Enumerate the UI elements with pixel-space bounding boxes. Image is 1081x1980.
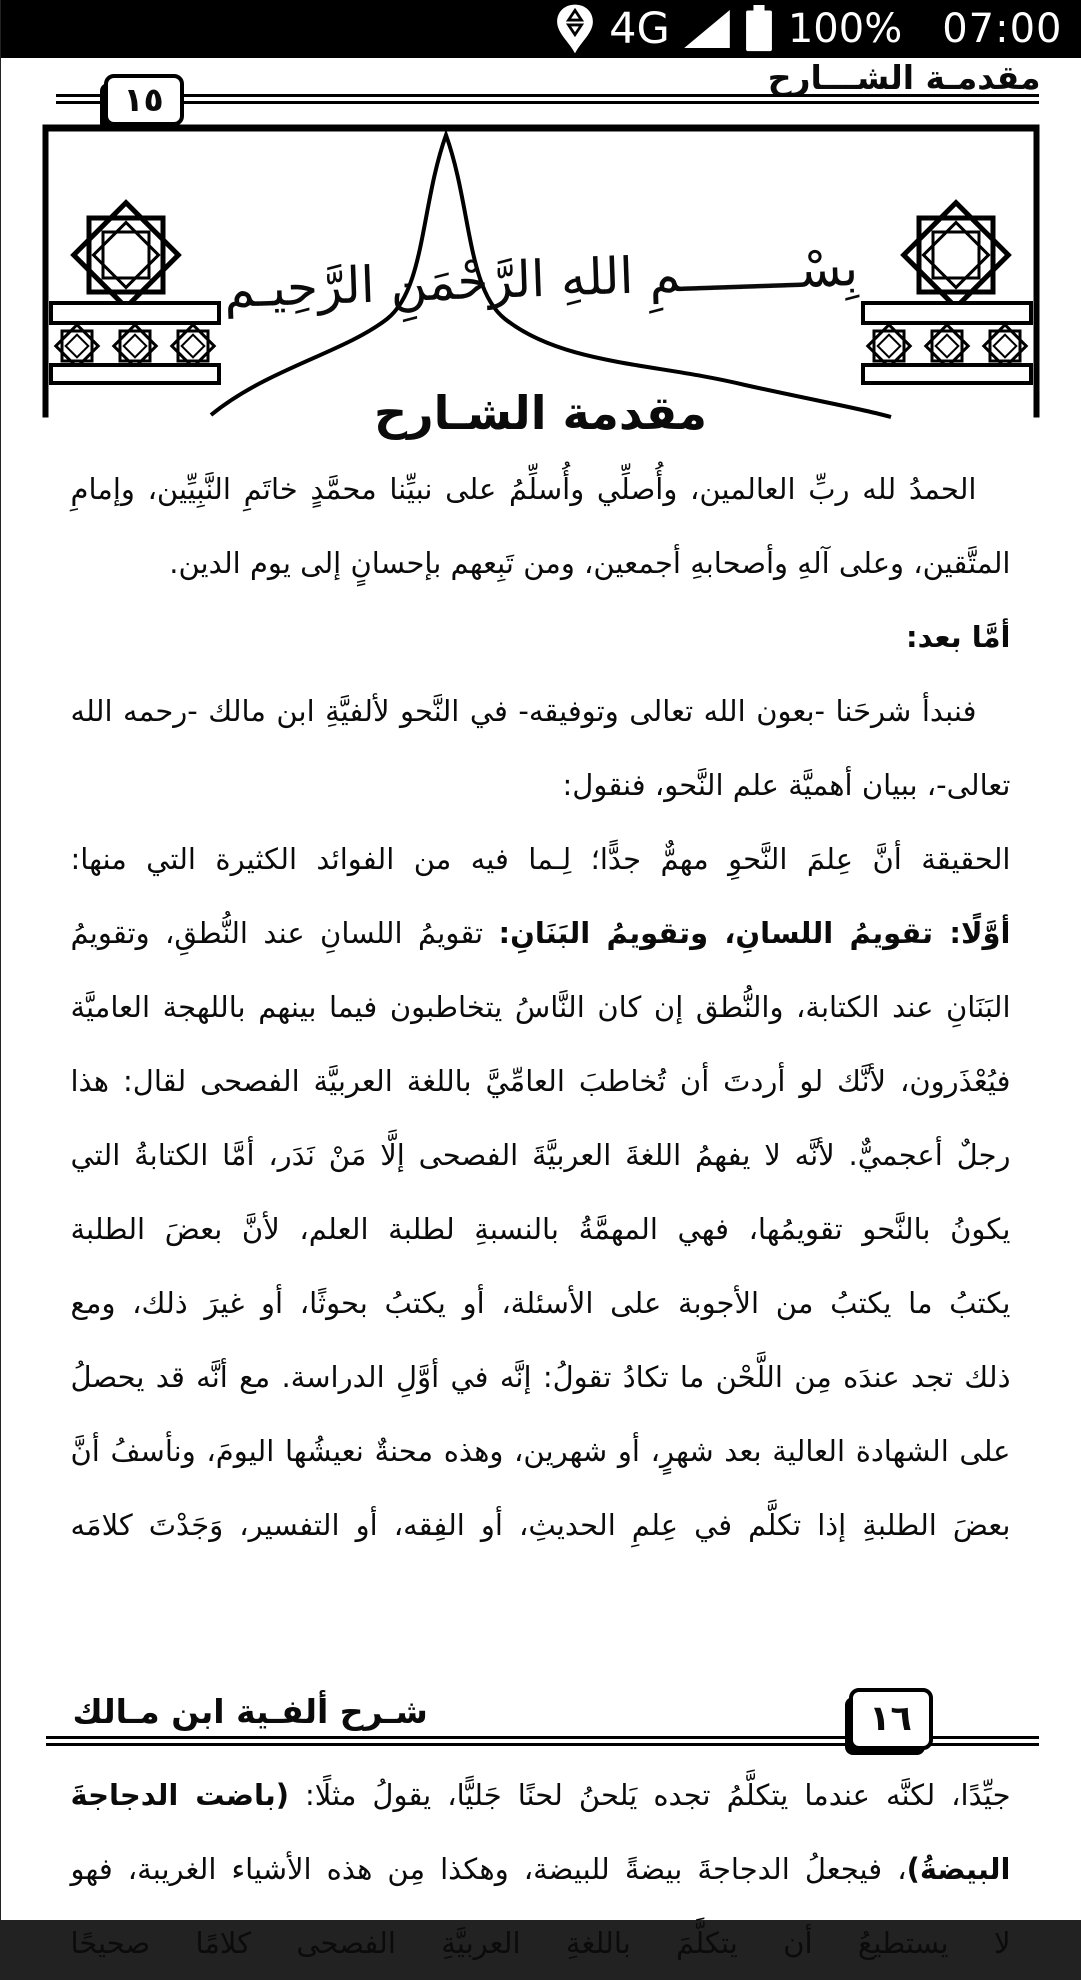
body-line-partial: لا يستطيعُ أن يتكلَّمَ باللغةِ العربيَّةِ الفصحى كلامًا صحيحًا	[70, 1926, 1011, 1960]
chapter-running-header: مقدمـة الشـــارح	[767, 58, 1041, 97]
body-line: المتَّقين، وعلى آلهِ وأصحابهِ أجمعين، ومن تَبِعهم بإحسانٍ إلى يوم الدين.	[169, 546, 1011, 580]
ornament-bar	[51, 365, 219, 383]
page-number-badge-15: ١٥	[104, 74, 184, 126]
body-line: ذلك تجد عندَه مِن اللَّحْن ما تكادُ تقولُ: إنَّه في أوَّلِ الدراسة. مع أنَّه قد يحصلُ	[70, 1360, 1011, 1394]
body-line: يكتبُ ما يكتبُ من الأجوبة على الأسئلة، أو يكتبُ بحوثًا، أو غيرَ ذلك، ومع	[70, 1286, 1011, 1320]
body-line: تعالى-، ببيان أهميَّة علم النَّحو، فنقول:	[562, 768, 1011, 802]
body-line: الحمدُ لله ربِّ العالمين، وأُصلِّي وأُسلِّمُ على نبيِّنا محمَّدٍ خاتَمِ النَّبِيِّين، وإمامِ	[70, 472, 977, 506]
network-type-label: 4G	[609, 4, 670, 54]
body-line: البيضةُ)، فيجعلُ الدجاجةَ بيضةً للبيضة، وهكذا مِن هذه الأشياء الغريبة، فهو	[70, 1852, 1011, 1886]
body-line: رجلٌ أعجميٌّ. لأنَّه لا يفهمُ اللغةَ العربيَّةَ الفصحى إلَّا مَنْ نَدَر، أمَّا الكتابةُ التي	[70, 1138, 1011, 1172]
book-running-header: شـرح ألفـية ابن مـالك	[72, 1692, 428, 1731]
header-rule	[56, 94, 1039, 104]
chapter-title: مقدمة الشـارح	[373, 386, 708, 440]
body-line: أوَّلًا: تقويمُ اللسانِ، وتقويمُ البَنَانِ: تقويمُ اللسانِ عند النُّطقِ، وتقويمُ	[70, 916, 1011, 950]
page-number-badge-16: ١٦	[849, 1688, 933, 1750]
mobile-data-icon	[555, 3, 595, 55]
battery-percent-label: 100%	[787, 6, 903, 52]
frame-top-border	[43, 125, 1039, 131]
ornament-bar	[863, 365, 1031, 383]
page15-body	[71, 452, 1011, 1562]
body-line: أمَّا بعد:	[906, 620, 1011, 654]
ornament-bar	[863, 303, 1031, 323]
page16-body	[71, 1758, 1011, 1980]
body-line: بعضَ الطلبةِ إذا تكلَّم في عِلمِ الحديثِ، أو الفِقه، أو التفسير، وَجَدْتَ كلامَه	[70, 1508, 1011, 1542]
body-line: على الشهادة العالية بعد شهرٍ، أو شهرين، وهذه محنةٌ نعيشُها اليومَ، ونأسفُ أنَّ	[70, 1434, 1011, 1468]
battery-icon	[744, 5, 774, 53]
body-line: البَنَانِ عند الكتابة، والنُّطق إن كان النَّاسُ يتخاطبون فيما بينهم باللهجة العاميَّة	[70, 990, 1011, 1024]
status-bar	[1, 0, 1081, 58]
signal-strength-icon	[684, 10, 730, 48]
small-stars-right	[867, 325, 1025, 367]
body-line: الحقيقة أنَّ عِلمَ النَّحوِ مهمٌّ جدًّا؛ لِـما فيه من الفوائد الكثيرة التي منها:	[70, 842, 1011, 876]
body-line: جيِّدًا، لكنَّه عندما يتكلَّمُ تجده يَلحنُ لحنًا جَليًّا، يقولُ مثلًا: (باضت الدجاجةَ	[70, 1778, 1011, 1812]
body-line: يكونُ بالنَّحو تقويمُها، فهي المهمَّةُ بالنسبةِ لطلبة العلم، لأنَّ بعضَ الطلبة	[70, 1212, 1011, 1246]
clock-label: 07:00	[942, 6, 1063, 52]
body-line: فيُعْذَرون، لأنَّك لو أردتَ أن تُخاطبَ العامِّيَّ باللغة العربيَّة الفصحى لقال: هذا	[70, 1064, 1011, 1098]
small-stars-left	[55, 325, 213, 367]
reader-scroll-area[interactable]	[1, 0, 1081, 1960]
body-line: فنبدأ شرحَنا -بعون الله تعالى وتوفيقه- في النَّحو لألفيَّةِ ابن مالك -رحمه الله	[70, 694, 977, 728]
basmala-calligraphy: بِسْــــــــمِ اللهِ الرَّحْمَنِ الرَّحِيـم	[222, 238, 859, 320]
